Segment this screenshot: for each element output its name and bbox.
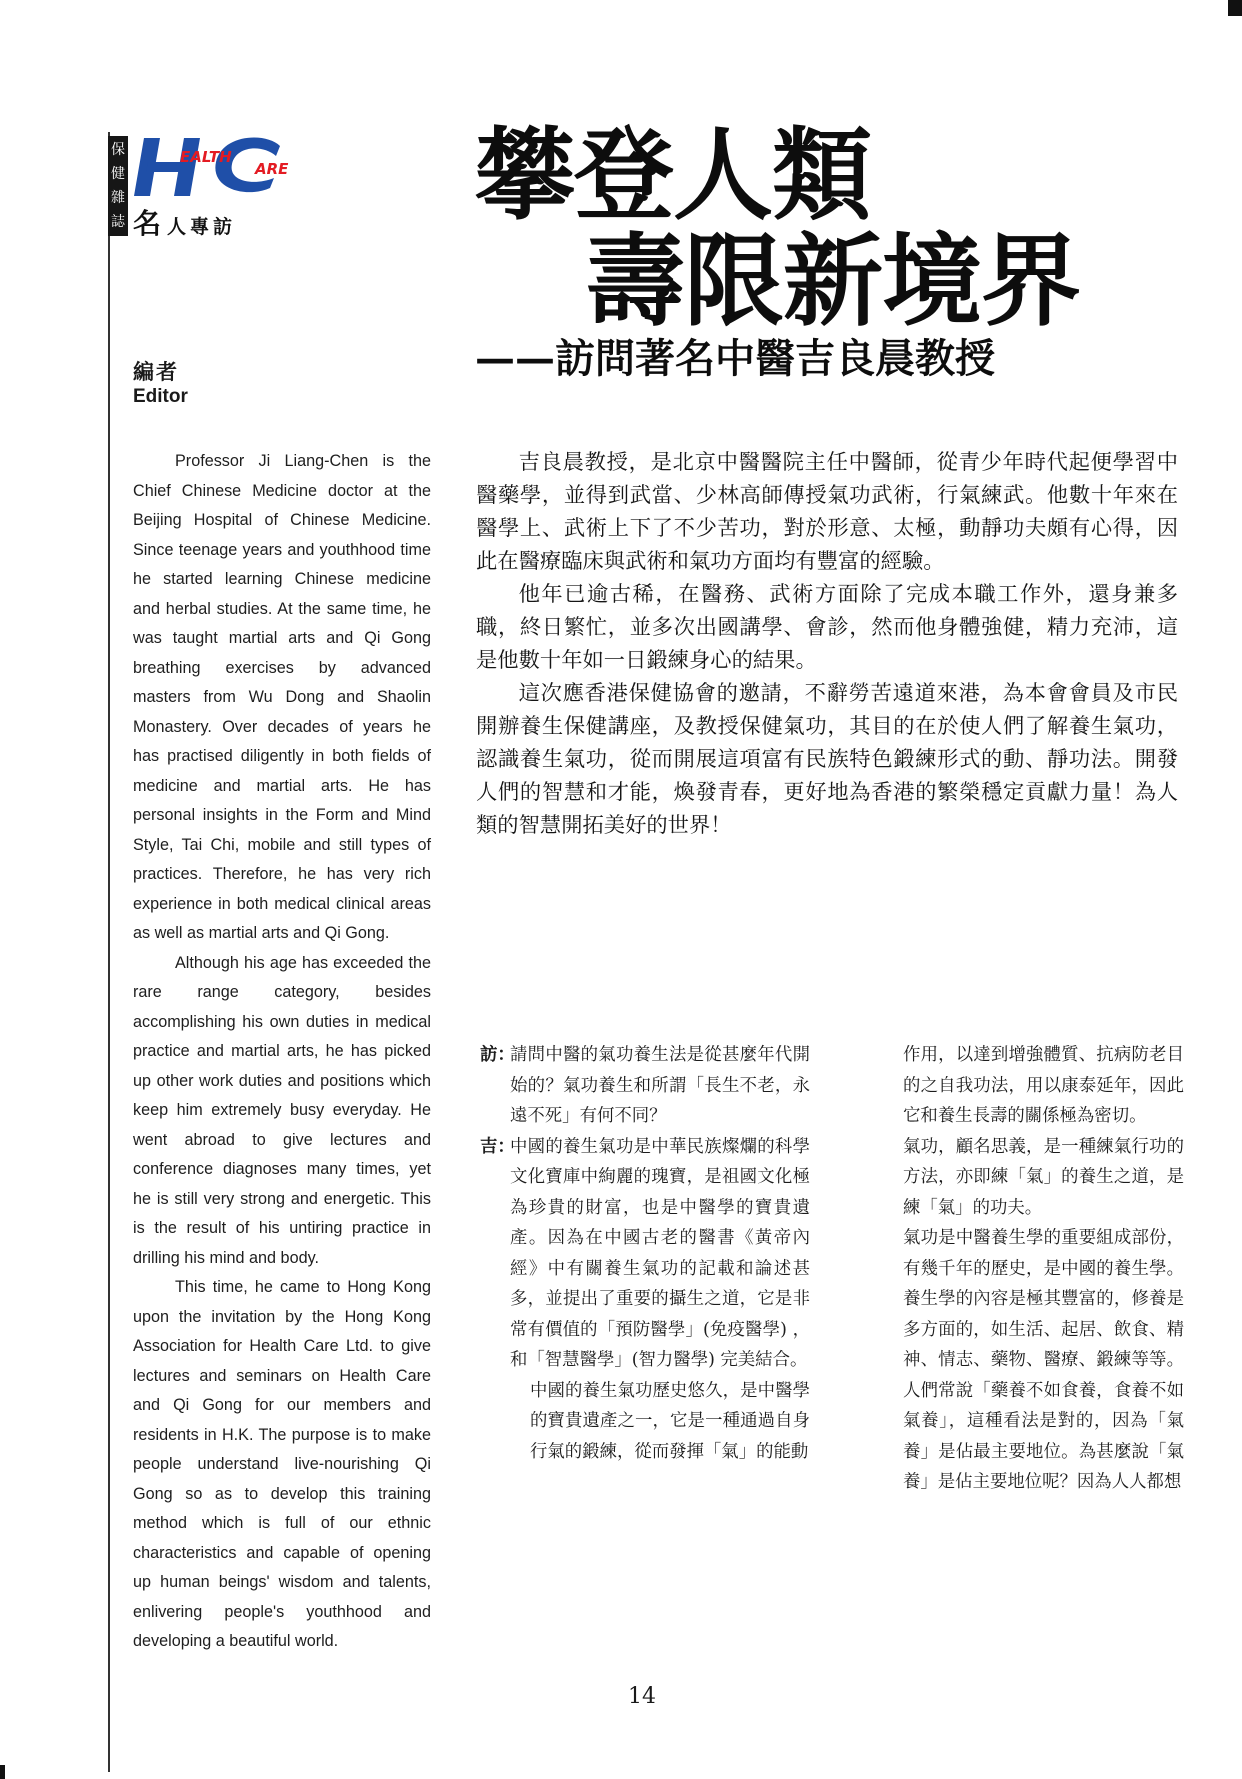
english-paragraph: This time, he came to Hong Kong upon the invitation by the Hong Kong Association for Health Care Ltd. to give lectures and seminars on Health Care and Qi Gong for our members and residents in H.K. The purpose is to make people understand live-nourishing Qi Gong so as to develop this training method which is full of our ethnic characteristics and capable of opening up human beings' wisdom and talents, enlivering people's youthhood and developing a beautiful world. bbox=[133, 1278, 431, 1650]
health-care-logo bbox=[108, 132, 298, 242]
chinese-intro-paragraph: 他年已逾古稀，在醫務、武術方面除了完成本職工作外，還身兼多職，終日繁忙，並多次出國講學、會診，然而他身體強健，精力充沛，這是他數十年如一日鍛練身心的結果。 bbox=[476, 582, 1178, 673]
logo-vertical-char: 保 bbox=[111, 142, 125, 158]
answer-paragraph: 氣功是中醫養生學的重要組成部份，有幾千年的歷史，是中國的養生學。養生學的內容是極其豐富的，修養是多方面的，如生活、起居、飲食、精神、情志、藥物、醫療、鍛練等等。人們常說「藥養不如食養，食養不如氣養」，這種看法是對的，因為「氣養」是佔最主要地位。為甚麼說「氣養」是佔主要地位呢？因為人人都想 bbox=[903, 1228, 1184, 1492]
interview-question bbox=[480, 1040, 810, 1132]
headline-line-1: 攀登人類 bbox=[475, 116, 871, 234]
logo-vertical-char: 健 bbox=[111, 166, 125, 182]
english-summary-column bbox=[133, 447, 431, 1657]
question-text: 請問中醫的氣功養生法是從甚麼年代開始的？氣功養生和所謂「長生不老，永遠不死」有何不同？ bbox=[510, 1045, 810, 1126]
chinese-intro-paragraph: 吉良晨教授，是北京中醫醫院主任中醫師，從青少年時代起便學習中醫藥學，並得到武當、少林高師傳授氣功武術，行氣練武。他數十年來在醫學上、武術上下了不少苦功，對於形意、太極，動靜功夫頗有心得，因此在醫療臨床與武術和氣功方面均有豐富的經驗。 bbox=[476, 450, 1178, 574]
author-english: Editor bbox=[133, 386, 188, 407]
interview-answer bbox=[480, 1132, 810, 1376]
logo-vertical-char: 誌 bbox=[111, 214, 125, 230]
bottom-crop-mark bbox=[0, 1765, 5, 1779]
english-paragraph: Professor Ji Liang-Chen is the Chief Chinese Medicine doctor at the Beijing Hospital of Chinese Medicine. Since teenage years and youthhood time he started learning Chinese medicine and herbal studies. At the same time, he was taught martial arts and Qi Gong breathing exercises by advanced masters from Wu Dong and Shaolin Monastery. Over decades of years he has practised diligently in both fields of medicine and martial arts. He has personal insights in the Form and Mind Style, Tai Chi, mobile and still types of practices. Therefore, he has very rich experience in both medical clinical areas as well as martial arts and Qi Gong. bbox=[133, 452, 431, 942]
headline-subtitle: ——訪問著名中醫吉良晨教授 bbox=[475, 335, 995, 382]
headline-line-2: 壽限新境界 bbox=[585, 222, 1080, 340]
question-tag: 訪： bbox=[480, 1045, 515, 1065]
section-label bbox=[133, 202, 236, 242]
hc-logo-mark bbox=[130, 132, 305, 204]
logo-script-health: EALTH bbox=[180, 148, 232, 166]
section-label-rest: 人專訪 bbox=[167, 216, 237, 238]
vertical-rule bbox=[108, 132, 110, 1772]
answer-text: 中國的養生氣功是中華民族燦爛的科學文化寶庫中絢麗的瑰寶，是祖國文化極為珍貴的財富，也是中醫學的寶貴遺產。因為在中國古老的醫書《黃帝內經》中有關養生氣功的記載和論述甚多，並提出了重要的攝生之道，它是非常有價值的「預防醫學」(免疫醫學) ，和「智慧醫學」(智力醫學) 完美結合。 bbox=[510, 1136, 810, 1370]
corner-crop-mark bbox=[1228, 0, 1242, 16]
interview-column-left bbox=[480, 1040, 810, 1467]
magazine-vertical-label bbox=[108, 136, 128, 236]
author-chinese: 編者 bbox=[133, 360, 179, 384]
english-paragraph: Although his age has exceeded the rare range category, besides accomplishing his own duties in medical practice and martial arts, he has picked up other work duties and positions which keep him extremely busy everyday. He went abroad to give lectures and conference diagnoses many times, yet he is still very strong and energetic. This is the result of his untiring practice in drilling his mind and body. bbox=[133, 953, 431, 1267]
answer-paragraph: 作用，以達到增強體質、抗病防老目的之自我功法，用以康泰延年，因此它和養生長壽的關係極為密切。 bbox=[903, 1045, 1184, 1126]
section-label-big: 名 bbox=[133, 207, 162, 240]
logo-vertical-char: 雜 bbox=[111, 190, 125, 206]
answer-continuation: 中國的養生氣功歷史悠久，是中醫學的寶貴遺產之一，它是一種通過自身行氣的鍛練，從而發揮「氣」的能動 bbox=[530, 1380, 810, 1462]
page-number: 14 bbox=[628, 1684, 656, 1709]
interview-column-right bbox=[903, 1040, 1184, 1498]
logo-script-care: ARE bbox=[255, 160, 289, 178]
chinese-intro-paragraph: 這次應香港保健協會的邀請，不辭勞苦遠道來港，為本會會員及市民開辦養生保健講座，及教授保健氣功，其目的在於使人們了解養生氣功，認識養生氣功，從而開展這項富有民族特色鍛練形式的動、靜功法。開發人們的智慧和才能，煥發青春，更好地為香港的繁榮穩定貢獻力量！為人類的智慧開拓美好的世界！ bbox=[476, 681, 1178, 838]
answer-paragraph: 氣功，顧名思義，是一種練氣行功的方法，亦即練「氣」的養生之道，是練「氣」的功夫。 bbox=[903, 1136, 1184, 1218]
chinese-intro bbox=[476, 446, 1178, 842]
answer-tag: 吉： bbox=[480, 1136, 515, 1157]
